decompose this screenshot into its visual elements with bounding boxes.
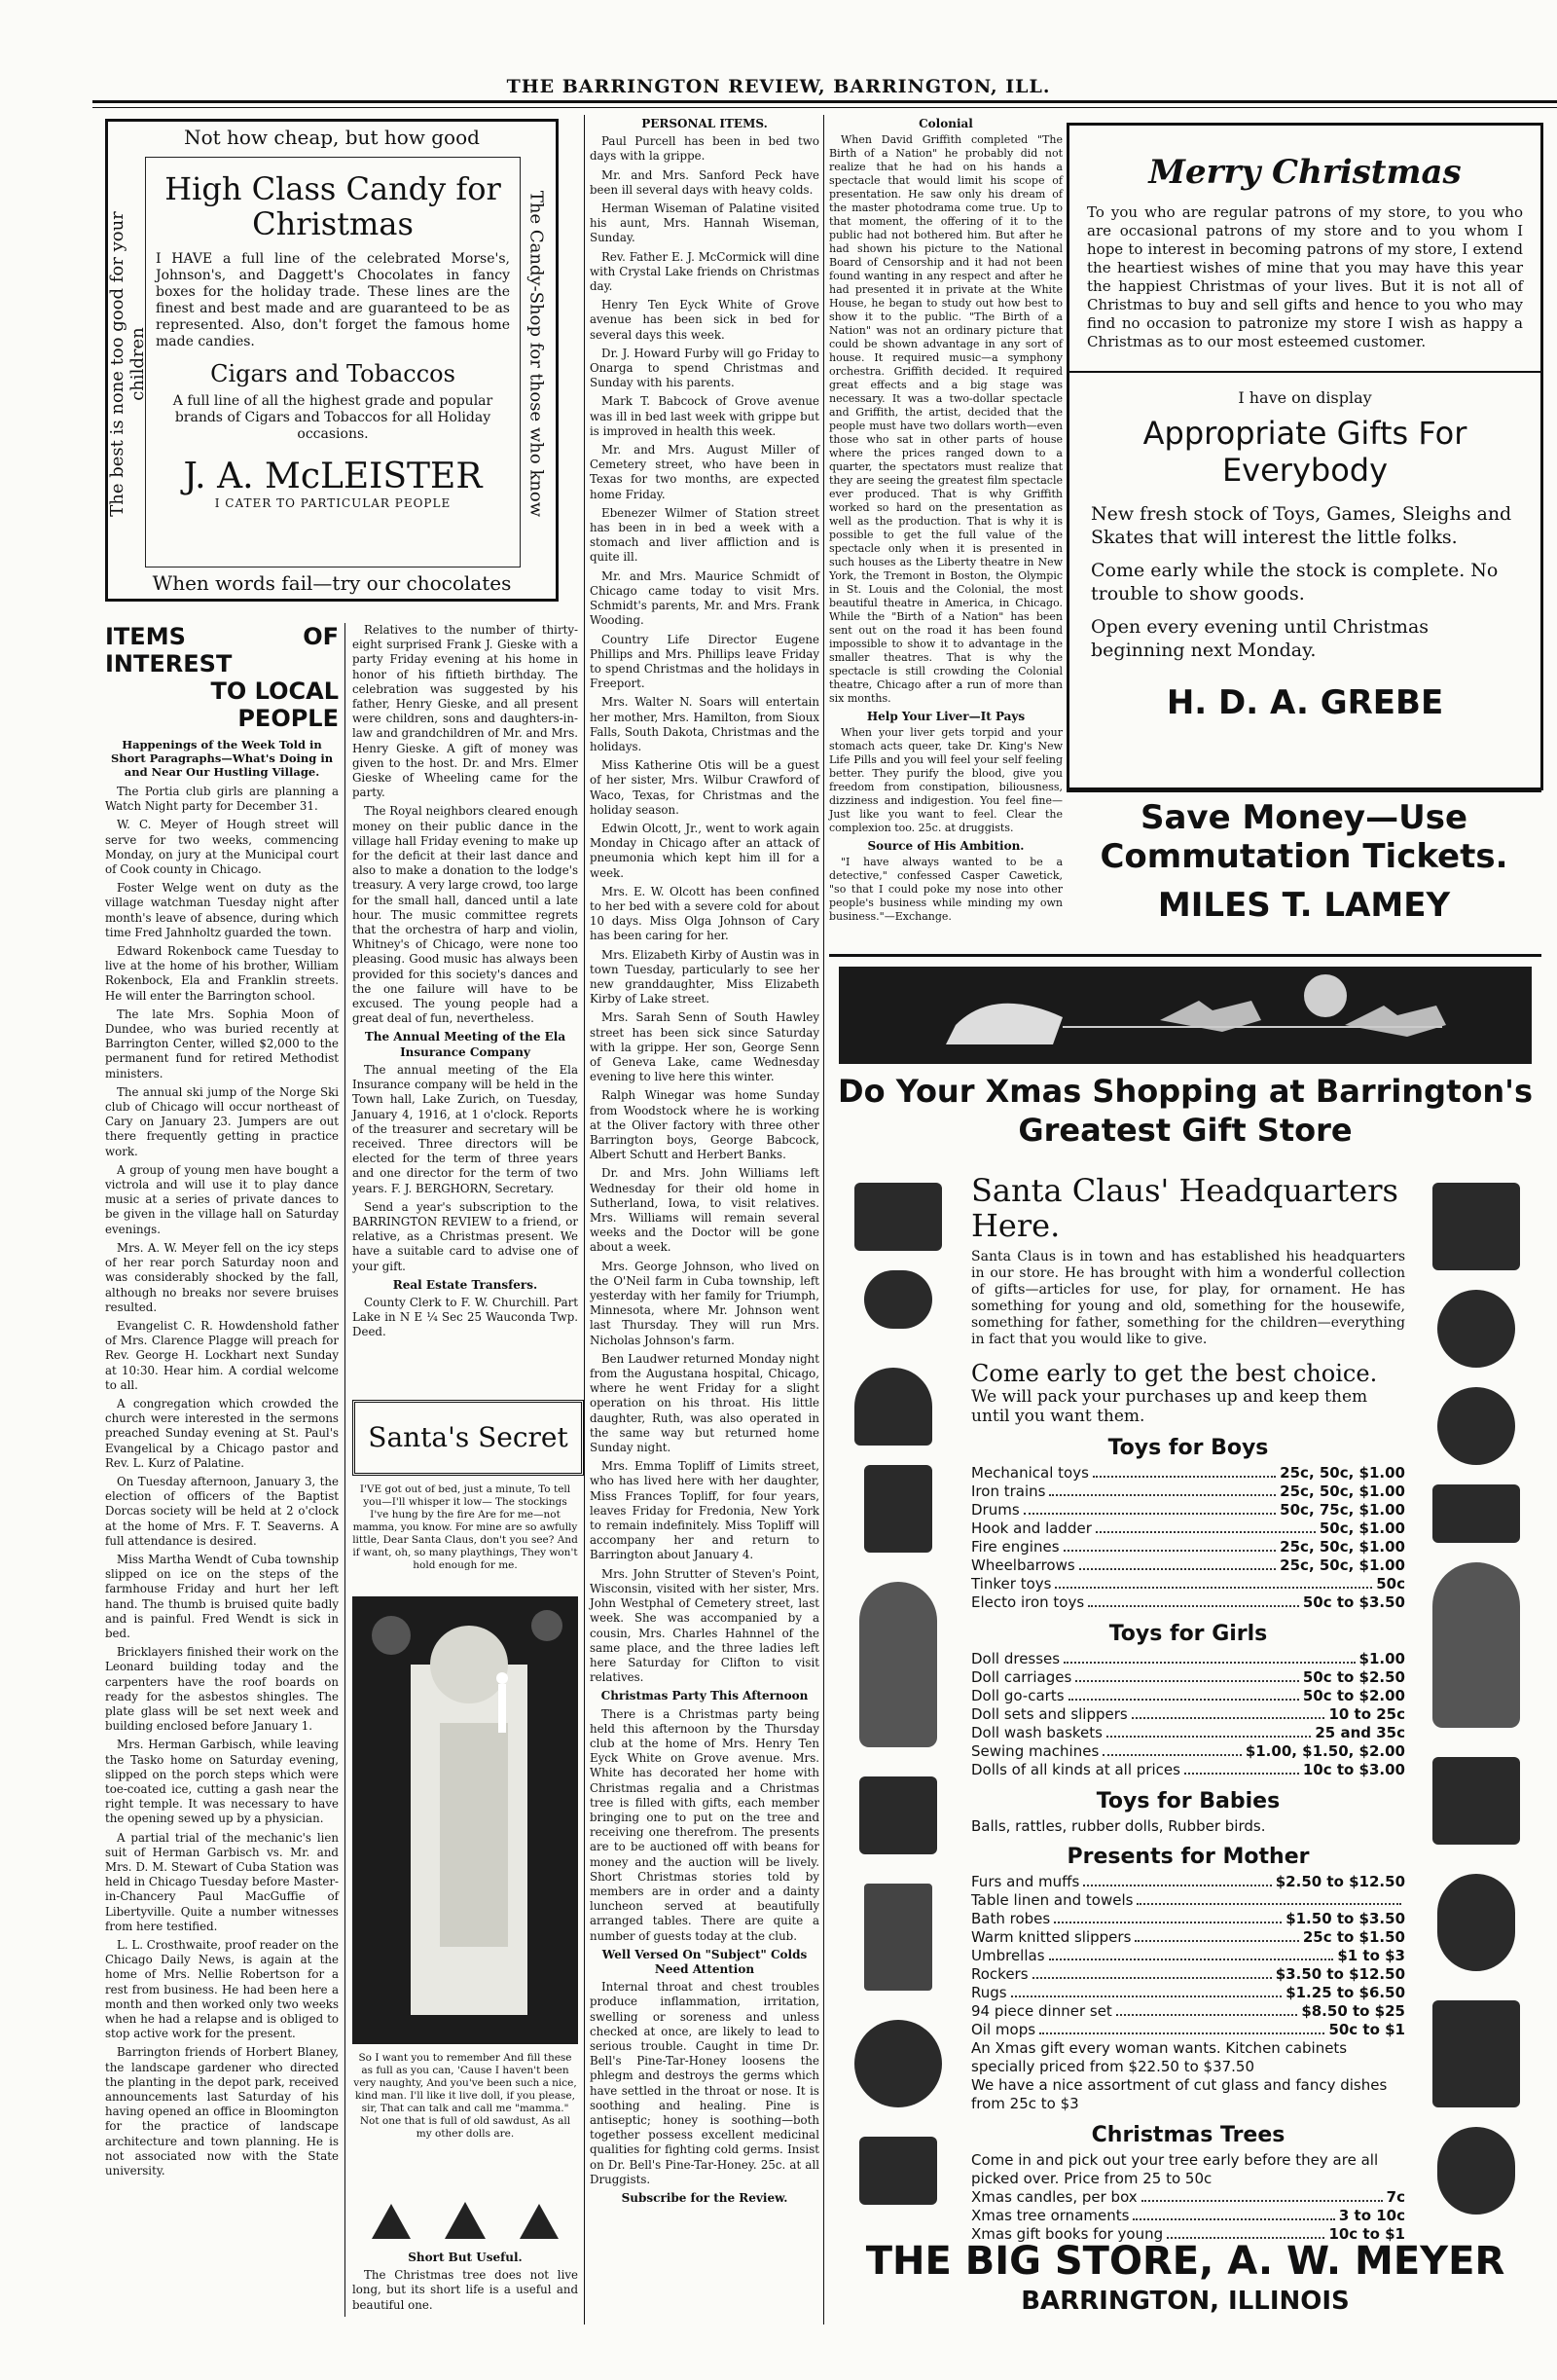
price-list-item — [971, 1705, 1405, 1724]
paragraph: Rev. Father E. J. McCormick will dine with Crystal Lake friends on Christmas day. — [590, 249, 819, 294]
price-list-item — [971, 1556, 1405, 1575]
leader-dots — [1049, 1947, 1334, 1960]
girls-head: Toys for Girls — [1108, 1622, 1268, 1646]
items-of-interest-column — [105, 623, 339, 2317]
transfers-head: Real Estate Transfers. — [392, 1277, 538, 1292]
item-name: Rugs — [971, 1984, 1007, 2001]
item-name: Fire engines — [971, 1538, 1060, 1556]
paragraph: Edward Rokenbock came Tuesday to live at the home of his brother, William Rokenbock, Ela and Franklin streets. He will enter the Barrington school. — [105, 944, 339, 1003]
paragraph: Mr. and Mrs. Maurice Schmidt of Chicago came today to visit Mrs. Schmidt's parents, Mr. and Mrs. Frank Wooding. — [590, 568, 819, 628]
personal-footer: Subscribe for the Review. — [621, 2191, 788, 2206]
price-list-item — [971, 2207, 1405, 2225]
personal-title: PERSONAL ITEMS. — [641, 117, 768, 130]
short-head: Short But Useful. — [408, 2251, 523, 2264]
leader-dots — [1083, 1873, 1271, 1886]
leader-dots — [1116, 2002, 1298, 2016]
leader-dots — [1184, 1761, 1299, 1775]
item-price: 50c to $3.50 — [1302, 1593, 1405, 1611]
column-two-paragraphs — [352, 623, 578, 1026]
leader-dots — [1088, 1593, 1299, 1607]
leader-dots — [1141, 2188, 1383, 2202]
transfers-body: County Clerk to F. W. Churchill. Part Lake in N E ¼ Sec 25 Wauconda Twp. Deed. — [352, 1295, 578, 1339]
grebe-name: H. D. A. GREBE — [1166, 683, 1444, 722]
party-body: There is a Christmas party being held this afternoon by the Thursday club at the home of Mrs. Henry Ten Eyck White on Grove avenue. Mrs. White has decorated her home with Christmas regalia and a Christmas tree is filled with gifts, each member bringing one to put on the tree and receiving one therefrom. The presents are to be auctioned off with beans for money and the auction will be lively. Short Christmas stories told by members are in order and a dainty luncheon served at beautifully arranged tables. There are quite a number of guests today at the club. — [590, 1706, 819, 1943]
santa-hq-body: Santa Claus is in town and has established his headquarters in our store. He has brought with him a wonderful collection of gifts—articles for use, for play, for ornament. He has something for young and old, something for the housewife, something for father, something for the children—everything in fact that you would like to give. — [971, 1249, 1405, 1347]
masthead-rule — [92, 100, 1557, 103]
grebe-gifts-body: New fresh stock of Toys, Games, Sleighs and Skates that will interest the little folks. — [1091, 503, 1512, 548]
paragraph: A group of young men have bought a victrola and will use it to play dance music at a series of private dances to be given in the village hall on Saturday evenings. — [105, 1162, 339, 1236]
item-name: Wheelbarrows — [971, 1556, 1075, 1574]
items-title-line1: ITEMS OF INTEREST — [105, 623, 339, 677]
price-list-item — [971, 2188, 1405, 2207]
item-price: $1.50 to $3.50 — [1285, 1910, 1405, 1927]
masthead-rule-thin — [92, 107, 1557, 108]
leader-dots — [1132, 1705, 1325, 1719]
paragraph: Bricklayers finished their work on the Leonard building today and the carpenters have the roof boards on ready for the asbestos shingles. The plate glass will be set next week and building enclosed before January 1. — [105, 1645, 339, 1734]
paragraph: Ebenezer Wilmer of Station street has been in in bed a week with a stomach and liver affliction and is quite ill. — [590, 505, 819, 565]
paragraph: Relatives to the number of thirty-eight surprised Frank J. Gieske with a party Friday evening at his home in honor of his fiftieth birthday. The celebration was suggested by his father, Henry Gieske, and all present were children, sons and daughters-in-law and grandchildren of Mr. and Mrs. Henry Gieske. A gift of money was given to the host. Dr. and Mrs. Elmer Gieske of Wheeling came for the party. — [352, 623, 578, 800]
lamey-headline: Save Money—Use Commutation Tickets. — [1100, 798, 1508, 876]
pine-trees-decoration — [352, 2202, 578, 2241]
pine-trees-icon — [352, 2202, 578, 2241]
paragraph: Mrs. Elizabeth Kirby of Austin was in town Tuesday, particularly to see her new granddaughter, Miss Elizabeth Kirby of Lake street. — [590, 947, 819, 1007]
colonial-column — [829, 115, 1063, 942]
price-list-item — [971, 1724, 1405, 1742]
paragraph: Dr. J. Howard Furby will go Friday to Onarga to spend Christmas and Sunday with his parents. — [590, 346, 819, 390]
come-early: Come early to get the best choice. — [971, 1360, 1378, 1387]
paragraph: Mr. and Mrs. Sanford Peck have been ill several days with heavy colds. — [590, 167, 819, 197]
masthead: THE BARRINGTON REVIEW, BARRINGTON, ILL. — [506, 76, 1051, 97]
price-list-item — [971, 1650, 1405, 1668]
paragraph: Mrs. Herman Garbisch, while leaving the Tasko home on Saturday evening, slipped on the porch steps which were toe-coated ice, cutting a gash near the right temple. It was necessary to have the opening sewed up by a physician. — [105, 1738, 339, 1826]
colonial-title: Colonial — [919, 117, 973, 130]
horse-icon — [859, 1776, 937, 1854]
leader-dots — [1135, 1928, 1298, 1942]
item-name: Rockers — [971, 1965, 1029, 1983]
teddy-bear-icon — [1432, 1484, 1520, 1543]
item-name: Tinker toys — [971, 1575, 1052, 1593]
price-list-item — [971, 1520, 1405, 1538]
leader-dots — [1133, 2207, 1334, 2220]
candy-top-line: Not how cheap, but how good — [184, 126, 480, 149]
fire-engine-icon — [864, 1465, 932, 1553]
ambition-body: "I have always wanted to be a detective," confessed Casper Cawetick, "so that I could poke my nose into other people's business while minding my own business."—Exchange. — [829, 856, 1063, 923]
girl-doll-icon — [1432, 1562, 1520, 1728]
price-list-item — [971, 1965, 1405, 1984]
items-paragraphs — [105, 785, 339, 2179]
mother-head: Presents for Mother — [1067, 1845, 1310, 1869]
item-price: 3 to 10c — [1338, 2207, 1405, 2224]
item-price: $1.00, $1.50, $2.00 — [1245, 1742, 1405, 1760]
meyer-copy — [971, 1172, 1405, 2243]
item-price: 10c to $3.00 — [1302, 1761, 1405, 1778]
candy-tagline: I CATER TO PARTICULAR PEOPLE — [214, 496, 452, 510]
grebe-gifts-head: Appropriate Gifts For Everybody — [1142, 415, 1467, 489]
toy-cart-icon — [864, 1270, 932, 1329]
dollhouse-icon — [1432, 1757, 1520, 1845]
leader-dots — [1079, 1556, 1276, 1570]
item-name: Electo iron toys — [971, 1593, 1085, 1611]
candy-merchant-name: J. A. McLEISTER — [183, 457, 483, 496]
liver-head: Help Your Liver—It Pays — [866, 710, 1026, 723]
paragraph: Paul Purcell has been in bed two days with la grippe. — [590, 134, 819, 164]
price-list-item — [971, 1501, 1405, 1520]
santa-secret-title-box — [352, 1400, 584, 1476]
paragraph: The annual ski jump of the Norge Ski club of Chicago will occur northeast of Cary on January 23. Jumpers are out there frequently getting in practice work. — [105, 1084, 339, 1158]
item-name: Xmas candles, per box — [971, 2188, 1138, 2206]
paragraph: Herman Wiseman of Palatine visited his aunt, Mrs. Hannah Wiseman, Sunday. — [590, 201, 819, 245]
colds-head: Well Versed On "Subject" Colds Need Attention — [601, 1947, 808, 1976]
leader-dots — [1093, 1464, 1276, 1478]
paragraph: Mark T. Babcock of Grove avenue was ill in bed last week with grippe but is improved in health this week. — [590, 394, 819, 438]
price-list-item — [971, 2021, 1405, 2039]
pack-note: We will pack your purchases up and keep them until you want them. — [971, 1387, 1368, 1426]
item-name: Mechanical toys — [971, 1464, 1089, 1482]
leader-dots — [1137, 1891, 1401, 1905]
grebe-open: Open every evening until Christmas beginning next Monday. — [1091, 616, 1430, 661]
doll-icon — [859, 1582, 937, 1747]
item-price: 10c to $1 — [1328, 2225, 1405, 2243]
paragraph: A congregation which crowded the church were interested in the sermons preached Sunday evening at St. Paul's Evangelical by a Chicago pastor and Rev. L. Kurz of Palatine. — [105, 1396, 339, 1470]
trees-head: Christmas Trees — [1091, 2123, 1285, 2147]
paragraph: Evangelist C. R. Howdenshold father of Mrs. Clarence Plagge will preach for Rev. George H. Lockhart next Sunday at 10:30. Hear him. A cordial welcome to all. — [105, 1318, 339, 1392]
trees-body: Come in and pick out your tree early before they are all picked over. Price from 25 to 50c — [971, 2151, 1379, 2187]
meyer-town: BARRINGTON, ILLINOIS — [1021, 2287, 1350, 2316]
item-price: 50c to $2.50 — [1302, 1668, 1405, 1686]
colds-body: Internal throat and chest troubles produce inflammation, irritation, swelling or soreness and unless checked at once, are likely to lead to serious trouble. Caught in time Dr. Bell's Pine-Tar-Honey loosens the phlegm and destroys the germs which have settled in the throat or nose. It is soothing and healing. Pine is antiseptic; honey is soothing—both together possess excellent medicinal qualities for fighting cold germs. Insist on Dr. Bell's Pine-Tar-Honey. 25c. at all Druggists. — [590, 1980, 819, 2186]
item-price: $1.25 to $6.50 — [1285, 1984, 1405, 2001]
item-price: $2.50 to $12.50 — [1275, 1873, 1405, 1890]
santa-illustration — [352, 1596, 578, 2044]
ela-body: The annual meeting of the Ela Insurance company will be held in the Town hall, Lake Zurich, on Tuesday, January 4, 1916, at 1 o'clock. Reports of the treasurer and secretary will be received. Three directors will be elected for the term of three years and one director for the term of two years. F. J. BERGHORN, Secretary. — [352, 1062, 578, 1195]
price-list-item — [971, 1575, 1405, 1593]
candy-right-vertical: The Candy-Shop for those who know — [525, 190, 547, 518]
item-price: $8.50 to $25 — [1301, 2002, 1405, 2020]
item-name: Doll wash baskets — [971, 1724, 1103, 1741]
item-price: 25c, 50c, $1.00 — [1280, 1538, 1405, 1556]
leader-dots — [1032, 1965, 1272, 1979]
item-price: 25c, 50c, $1.00 — [1280, 1556, 1405, 1574]
ela-head: The Annual Meeting of the Ela Insurance Company — [364, 1030, 566, 1059]
paragraph: Mrs. Emma Topliff of Limits street, who has lived here with her daughter, Miss Frances Topliff, for four years, leaves Friday for Fredonia, New York to remain indefinitely. Miss Topliff will accompany her and return to Barrington about January 4. — [590, 1459, 819, 1562]
paragraph: Mrs. John Strutter of Steven's Point, Wisconsin, visited with her sister, Mrs. John Westphal of Cemetery street, last week. She was accompanied by a cousin, Mrs. Charles Hahnnel of the same place, and the three ladies left here Saturday for Clifton to visit relatives. — [590, 1566, 819, 1685]
girl-with-candle-illustration — [352, 1596, 578, 2044]
paragraph: W. C. Meyer of Hough street will serve for two weeks, commencing Monday, on jury at the Municipal court of Cook county in Chicago. — [105, 818, 339, 877]
item-price: 50c — [1376, 1575, 1405, 1593]
paragraph: Mrs. A. W. Meyer fell on the icy steps of her rear porch Saturday noon and was considerably shocked by the fall, although no breaks nor severe bruises resulted. — [105, 1240, 339, 1314]
leader-dots — [1049, 1483, 1276, 1496]
short-but-useful — [352, 2249, 578, 2326]
item-name: Iron trains — [971, 1483, 1046, 1500]
price-list-item — [971, 1668, 1405, 1687]
book-icon — [1432, 1183, 1520, 1270]
paragraph: Foster Welge went on duty as the village watchman Tuesday night after month's leave of absence, during which time Fred Jahnholtz guarded the town. — [105, 881, 339, 939]
babies-body: Balls, rattles, rubber dolls, Rubber birds. — [971, 1817, 1266, 1835]
babies-head: Toys for Babies — [1096, 1789, 1281, 1813]
item-name: Umbrellas — [971, 1947, 1045, 1964]
paragraph: On Tuesday afternoon, January 3, the election of officers of the Baptist Dorcas society will be held at 2 o'clock at the home of Mrs. F. T. Seaverns. A full attendance is desired. — [105, 1474, 339, 1548]
leader-dots — [1011, 1984, 1283, 1997]
santa-hq-head: Santa Claus' Headquarters Here. — [971, 1172, 1398, 1244]
grebe-display-line: I have on display — [1238, 388, 1372, 407]
item-name: Hook and ladder — [971, 1520, 1092, 1537]
item-price: 25c, 50c, $1.00 — [1280, 1464, 1405, 1482]
leader-dots — [1064, 1650, 1355, 1664]
personal-items-column — [590, 115, 819, 2325]
items-title-line2: TO LOCAL PEOPLE — [210, 677, 339, 732]
item-price: $1 to $3 — [1337, 1947, 1405, 1964]
price-list-item — [971, 1742, 1405, 1761]
lantern-icon — [864, 1884, 932, 1991]
candy-headline: High Class Candy for Christmas — [164, 170, 501, 242]
item-price: 7c — [1386, 2188, 1405, 2206]
boys-price-list — [971, 1464, 1405, 1612]
meyer-ad — [829, 954, 1541, 2339]
column-rule — [344, 623, 345, 2317]
price-list-item — [971, 1984, 1405, 2002]
item-name: Table linen and towels — [971, 1891, 1134, 1909]
paragraph: The Portia club girls are planning a Watch Night party for December 31. — [105, 785, 339, 814]
santa-secret-title: Santa's Secret — [368, 1421, 568, 1453]
price-list-item — [971, 1464, 1405, 1483]
paragraph: Miss Martha Wendt of Cuba township slipped on ice on the steps of the farmhouse Friday and hurt her left hand. The thumb is bruised quite badly and is painful. Fred Wendt is sick in bed. — [105, 1552, 339, 1640]
leader-dots — [1055, 1575, 1372, 1589]
paragraph: L. L. Crosthwaite, proof reader on the Chicago Daily News, is again at the home of Mrs. Nellie Robertson for a rest from business. He had been here a month and then worked only two weeks when he had a relapse and is obliged to stop active work for the present. — [105, 1938, 339, 2041]
item-name: Warm knitted slippers — [971, 1928, 1132, 1946]
price-list-item — [971, 1873, 1405, 1891]
candy-sub-headline: Cigars and Tobaccos — [210, 360, 455, 387]
paragraph: Edwin Olcott, Jr., went to work again Monday in Chicago after an attack of pneumonia which kept him ill for a week. — [590, 821, 819, 880]
candy-bottom-line: When words fail—try our chocolates — [152, 571, 512, 595]
leader-dots — [1075, 1668, 1299, 1682]
paragraph: Henry Ten Eyck White of Grove avenue has been sick in bed for several days this week. — [590, 298, 819, 342]
leader-dots — [1054, 1910, 1282, 1923]
leader-dots — [1039, 2021, 1324, 2034]
paragraph: The late Mrs. Sophia Moon of Dundee, who was buried recently at Barrington Center, willed $2,000 to the permanent fund for retired Methodist ministers. — [105, 1007, 339, 1080]
ambition-head: Source of His Ambition. — [867, 839, 1025, 853]
paragraph: Mr. and Mrs. August Miller of Cemetery street, who have been in Texas for two months, are expected home Friday. — [590, 443, 819, 501]
item-price: 25c to $1.50 — [1302, 1928, 1405, 1946]
leader-dots — [1024, 1501, 1277, 1515]
item-name: Doll carriages — [971, 1668, 1072, 1686]
item-price: $3.50 to $12.50 — [1275, 1965, 1405, 1983]
candy-inner-frame — [145, 157, 521, 568]
item-price: 50c, 75c, $1.00 — [1280, 1501, 1405, 1519]
paragraph: A partial trial of the mechanic's lien suit of Herman Garbisch vs. Mr. and Mrs. D. M. Stewart of Cuba Station was held in Chicago Tuesday before Master-in-Chancery Paul MacGuffie of Libertyville. Quite a number witnesses from here testified. — [105, 1830, 339, 1933]
item-price: 10 to 25c — [1328, 1705, 1405, 1723]
item-price: 50c to $1 — [1328, 2021, 1405, 2038]
price-list-item — [971, 1761, 1405, 1779]
grebe-headline: Merry Christmas — [1148, 153, 1462, 192]
lamey-name: MILES T. LAMEY — [1157, 886, 1451, 925]
short-body: The Christmas tree does not live long, but its short life is a useful and beautiful one. — [352, 2268, 578, 2312]
candy-sub-body: A full line of all the highest grade and popular brands of Cigars and Tobaccos for all Holiday occasions. — [172, 393, 493, 442]
paragraph: Mrs. Walter N. Soars will entertain her mother, Mrs. Hamilton, from Sioux Falls, South Dakota, Christmas and the holidays. — [590, 695, 819, 753]
items-subtitle: Happenings of the Week Told in Short Paragraphs—What's Doing in and Near Our Hustling Village. — [110, 738, 334, 779]
sleigh-banner — [839, 967, 1532, 1064]
leader-dots — [1096, 1520, 1316, 1533]
grebe-divider — [1069, 371, 1540, 373]
candy-ad — [105, 119, 559, 602]
item-price: 50c, $1.00 — [1319, 1520, 1405, 1537]
santa-poem-end: So I want you to remember And fill these as full as you can, 'Cause I haven't been very naughty, And you've been such a nice, kind man. I'll like it live doll, if you please, sir, That can talk and call me "mamma." Not one that is full of old sawdust, As all my other dolls are. — [353, 2052, 577, 2140]
cabinets-note: An Xmas gift every woman wants. Kitchen cabinets specially priced from $22.50 to $37.50 — [971, 2039, 1348, 2075]
girls-price-list — [971, 1650, 1405, 1779]
paragraph: Mrs. Sarah Senn of South Hawley street has been sick since Saturday with la grippe. Her son, George Senn of Geneva Lake, came Wednesday evening to live here this winter. — [590, 1010, 819, 1084]
toy-illustrations-right — [1413, 1173, 1539, 2224]
personal-paragraphs — [590, 134, 819, 1685]
price-list-item — [971, 1910, 1405, 1928]
colonial-body: When David Griffith completed "The Birth of a Nation" he probably did not realize that he had on his hands a spectacle that would limit his scope of presentation. He saw only his dream of the master photodrama come true. Up to that moment, the offering of it to the public had not bothered him. But after he had shown his picture to the National Board of Censorship and it had not been found wanting in any respect and after he had presented it in private at the White House, he began to study out how best to show it to the public. "The Birth of a Nation" was not an ordinary picture that could be shown advantage in any sort of house. It required music—a symphony orchestra. Griffith decided. It required great effects and a big stage was necessary. It was a two-dollar spectacle and Griffith, the artist, decided that the people must have two dollars worth—even those who sat in other parts of house where the prices ranged down to a quarter, the spectators must realize that they are seeing the greatest film spectacle ever produced. That is why Griffith worked so hard on the presentation as well as the production. That is why it is possible to get the full value of the spectacle only when it is presented in such houses as the Liberty theatre in New York, the Tremont in Boston, the Olympic in St. Louis and the Colonial, the most beautiful theatre in America, in Chicago. While the "Birth of a Nation" has been sent out on the road it has been found impossible to show it to advantage in the smaller theatres. That is why the spectacle is still crowding the Colonial theatre, Chicago after a run of more than six months. — [829, 133, 1063, 705]
ornament-icon — [1437, 1387, 1515, 1465]
paragraph: Country Life Director Eugene Phillips and Mrs. Phillips leave Friday to spend Christmas and the holidays in Freeport. — [590, 632, 819, 691]
item-name: Xmas tree ornaments — [971, 2207, 1130, 2224]
leader-dots — [1167, 2225, 1324, 2239]
mother-price-list — [971, 1873, 1405, 2039]
candy-left-vertical: The best is none too good for your children — [107, 211, 148, 517]
item-price: 25c, 50c, $1.00 — [1280, 1483, 1405, 1500]
paragraph: Miss Katherine Otis will be a guest of her sister, Mrs. Wilbur Crawford of Waco, Texas, for Christmas and the holiday season. — [590, 758, 819, 817]
clock-icon — [1437, 1874, 1515, 1971]
lamey-ad — [1067, 790, 1541, 938]
santa-poem: I'VE got out of bed, just a minute, To tell you—I'll whisper it low— The stockings I've hung by the fire Are for me—not mamma, you know. For mine are so awfully little, Dear Santa Claus, don't you see? And if want, oh, so many playthings, They won't hold enough for me. — [352, 1483, 578, 1571]
subscribe-note: Send a year's subscription to the BARRINGTON REVIEW to a friend, or relative, as a Christmas present. We have a suitable card to advise one of your gift. — [352, 1199, 578, 1273]
grebe-ad — [1067, 123, 1543, 790]
grebe-body: To you who are regular patrons of my store, to you who are occasional patrons of my store and to you whom I hope to interest in becoming patrons of my store, I extend the heartiest wishes of mine that you may have this year the happiest Christmas of your lives. But it is not all of Christmas to buy and sell gifts and hence to you who may find no occasion to patronize my store I wish as happy a Christmas as to our most esteemed customer. — [1087, 203, 1523, 350]
price-list-item — [971, 1593, 1405, 1612]
item-price: 50c to $2.00 — [1302, 1687, 1405, 1704]
santa-sleigh-illustration — [839, 967, 1532, 1064]
candy-body: I HAVE a full line of the celebrated Morse's, Johnson's, and Daggett's Chocolates in fancy boxes for the holiday trade. These lines are the finest and best made and are guaranteed to be as represented. Also, don't forget the famous home made candies. — [156, 251, 510, 349]
column-rule — [584, 115, 585, 2325]
drum-icon — [854, 2020, 942, 2107]
ball-icon — [1437, 1290, 1515, 1368]
item-name: Oil mops — [971, 2021, 1036, 2038]
item-price: $1.00 — [1358, 1650, 1405, 1667]
trees-price-list — [971, 2188, 1405, 2244]
price-list-item — [971, 2002, 1405, 2021]
dishes-note: We have a nice assortment of cut glass and fancy dishes from 25c to $3 — [971, 2076, 1388, 2112]
party-head: Christmas Party This Afternoon — [600, 1689, 809, 1703]
item-name: Dolls of all kinds at all prices — [971, 1761, 1180, 1778]
toy-chest-icon — [854, 1183, 942, 1251]
bell-icon — [854, 1368, 932, 1446]
paragraph: Barrington friends of Horbert Blaney, the landscape gardener who directed the planting in the depot park, received announcements last Saturday of his having opened an office in Bloomington for the practice of landscape architecture and town planning. He is not associated now with the State university. — [105, 2045, 339, 2179]
item-name: 94 piece dinner set — [971, 2002, 1112, 2020]
lamb-toy-icon — [1432, 2000, 1520, 2107]
price-list-item — [971, 1928, 1405, 1947]
paragraph: Ralph Winegar was home Sunday from Woodstock where he is working at the Oliver factory with three other Barrington boys, George Babcock, Albert Schutt and Herbert Banks. — [590, 1088, 819, 1162]
item-name: Furs and muffs — [971, 1873, 1080, 1890]
paragraph: Dr. and Mrs. John Williams left Wednesday for their old home in Sutherland, Iowa, to visit relatives. Mrs. Williams will remain several weeks and the Doctor will be gone about a week. — [590, 1166, 819, 1255]
boys-head: Toys for Boys — [1107, 1436, 1269, 1460]
paragraph: Mrs. George Johnson, who lived on the O'Neil farm in Cuba township, left yesterday with her family for Triumph, Minnesota, where Mr. Johnson went last Thursday. They will run Mrs. Nicholas Johnson's farm. — [590, 1259, 819, 1347]
paragraph: Ben Laudwer returned Monday night from the Augustana hospital, Chicago, where he went Friday for a slight operation on his throat. His little daughter, Ruth, was also operated in the same way but returned home Sunday night. — [590, 1351, 819, 1455]
item-name: Bath robes — [971, 1910, 1051, 1927]
grebe-early: Come early while the stock is complete. No trouble to show goods. — [1091, 560, 1499, 604]
jack-in-box-icon — [859, 2137, 937, 2205]
item-name: Doll dresses — [971, 1650, 1061, 1667]
item-price: 25 and 35c — [1315, 1724, 1405, 1741]
item-name: Drums — [971, 1501, 1020, 1519]
price-list-item — [971, 1687, 1405, 1705]
leader-dots — [1064, 1538, 1277, 1552]
item-name: Sewing machines — [971, 1742, 1100, 1760]
column-two-top — [352, 623, 578, 1392]
paragraph: Mrs. E. W. Olcott has been confined to her bed with a severe cold for about 10 days. Miss Olga Johnson of Cary has been caring for her. — [590, 884, 819, 943]
meyer-store-name: THE BIG STORE, A. W. MEYER — [865, 2239, 1505, 2284]
item-name: Doll go-carts — [971, 1687, 1065, 1704]
paragraph: The Royal neighbors cleared enough money on their public dance in the village hall Friday evening to make up for the deficit at their last dance and also to make a donation to the lodge's treasury. A very large crowd, too large for the small hall, danced until a late hour. The music committee regrets that the orchestra of harp and violin, Whitney's of Chicago, were none too pleasing. Good music has always been provided for this society's dances and the one failure will have to be excused. The young people had a great deal of fun, nevertheless. — [352, 804, 578, 1026]
meyer-headline: Do Your Xmas Shopping at Barrington's Greatest Gift Store — [838, 1073, 1533, 1149]
leader-dots — [1106, 1724, 1311, 1738]
liver-body: When your liver gets torpid and your stomach acts queer, take Dr. King's New Life Pills and you will feel your self feeling better. They purify the blood, give you freedom from constipation, biliousness, dizziness and indigestion. You feel fine—Just like you want to feel. Clear the complexion too. 25c. at druggists. — [829, 726, 1063, 834]
item-name: Doll sets and slippers — [971, 1705, 1128, 1723]
price-list-item — [971, 1538, 1405, 1556]
price-list-item — [971, 1891, 1405, 1910]
clown-icon — [1437, 2127, 1515, 2215]
item-name: Xmas gift books for young — [971, 2225, 1164, 2243]
price-list-item — [971, 1947, 1405, 1965]
leader-dots — [1103, 1742, 1242, 1756]
leader-dots — [1068, 1687, 1299, 1701]
toy-illustrations-left — [835, 1173, 961, 2215]
column-rule — [823, 115, 824, 2325]
price-list-item — [971, 1483, 1405, 1501]
